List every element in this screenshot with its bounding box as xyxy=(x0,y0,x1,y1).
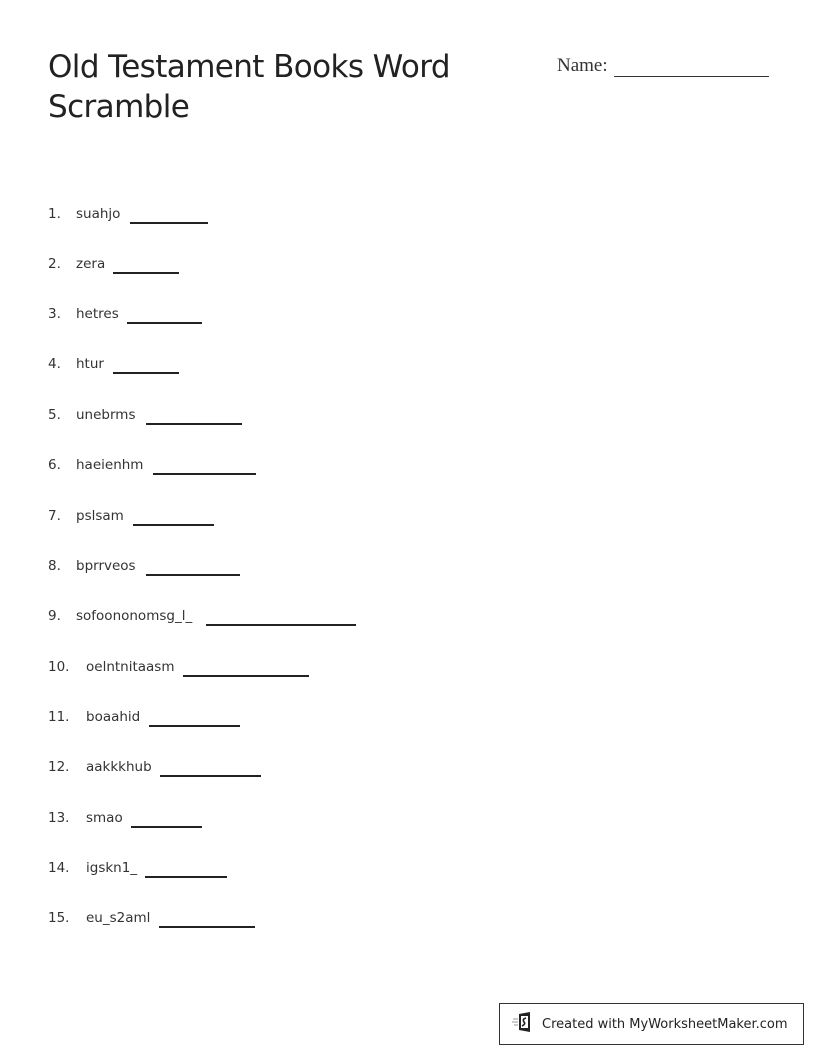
scrambled-word: htur xyxy=(76,356,104,372)
scrambled-word: oelntnitaasm xyxy=(86,659,175,675)
answer-blank[interactable] xyxy=(146,423,242,425)
scrambled-word: zera xyxy=(76,256,106,272)
item-number: 8. xyxy=(48,558,61,574)
created-with-badge[interactable] xyxy=(499,1003,804,1045)
name-blank-line[interactable] xyxy=(614,52,769,77)
scrambled-word: igskn1_ xyxy=(86,860,138,876)
answer-blank[interactable] xyxy=(145,876,227,878)
item-number: 9. xyxy=(48,608,61,624)
answer-blank[interactable] xyxy=(131,826,202,828)
scrambled-word: sofoononomsg_l_ xyxy=(76,608,193,624)
scrambled-word: bprrveos xyxy=(76,558,136,574)
scrambled-word: pslsam xyxy=(76,508,124,524)
item-number: 5. xyxy=(48,407,61,423)
answer-blank[interactable] xyxy=(146,574,240,576)
answer-blank[interactable] xyxy=(130,222,208,224)
scrambled-word: unebrms xyxy=(76,407,136,423)
item-number: 7. xyxy=(48,508,61,524)
answer-blank[interactable] xyxy=(159,926,255,928)
item-number: 1. xyxy=(48,206,61,222)
answer-blank[interactable] xyxy=(183,675,309,677)
answer-blank[interactable] xyxy=(133,524,214,526)
answer-blank[interactable] xyxy=(160,775,261,777)
scrambled-word: aakkkhub xyxy=(86,759,152,775)
item-number: 15. xyxy=(48,910,70,926)
item-number: 10. xyxy=(48,659,70,675)
answer-blank[interactable] xyxy=(113,272,179,274)
scrambled-word: smao xyxy=(86,810,123,826)
name-label: Name: xyxy=(557,55,608,76)
item-number: 12. xyxy=(48,759,70,775)
answer-blank[interactable] xyxy=(127,322,202,324)
scrambled-word: eu_s2aml xyxy=(86,910,151,926)
item-number: 13. xyxy=(48,810,70,826)
answer-blank[interactable] xyxy=(206,624,356,626)
answer-blank[interactable] xyxy=(149,725,240,727)
page-title: Old Testament Books Word Scramble xyxy=(48,49,450,125)
answer-blank[interactable] xyxy=(153,473,256,475)
name-field xyxy=(557,52,769,77)
scrambled-word: boaahid xyxy=(86,709,141,725)
scrambled-word: suahjo xyxy=(76,206,121,222)
item-number: 4. xyxy=(48,356,61,372)
item-number: 14. xyxy=(48,860,70,876)
worksheet-maker-logo-icon xyxy=(512,1011,542,1037)
scrambled-word: hetres xyxy=(76,306,119,322)
scrambled-word: haeienhm xyxy=(76,457,144,473)
item-number: 2. xyxy=(48,256,61,272)
answer-blank[interactable] xyxy=(113,372,179,374)
item-number: 11. xyxy=(48,709,70,725)
item-number: 6. xyxy=(48,457,61,473)
item-number: 3. xyxy=(48,306,61,322)
badge-text: Created with MyWorksheetMaker.com xyxy=(542,1016,788,1032)
